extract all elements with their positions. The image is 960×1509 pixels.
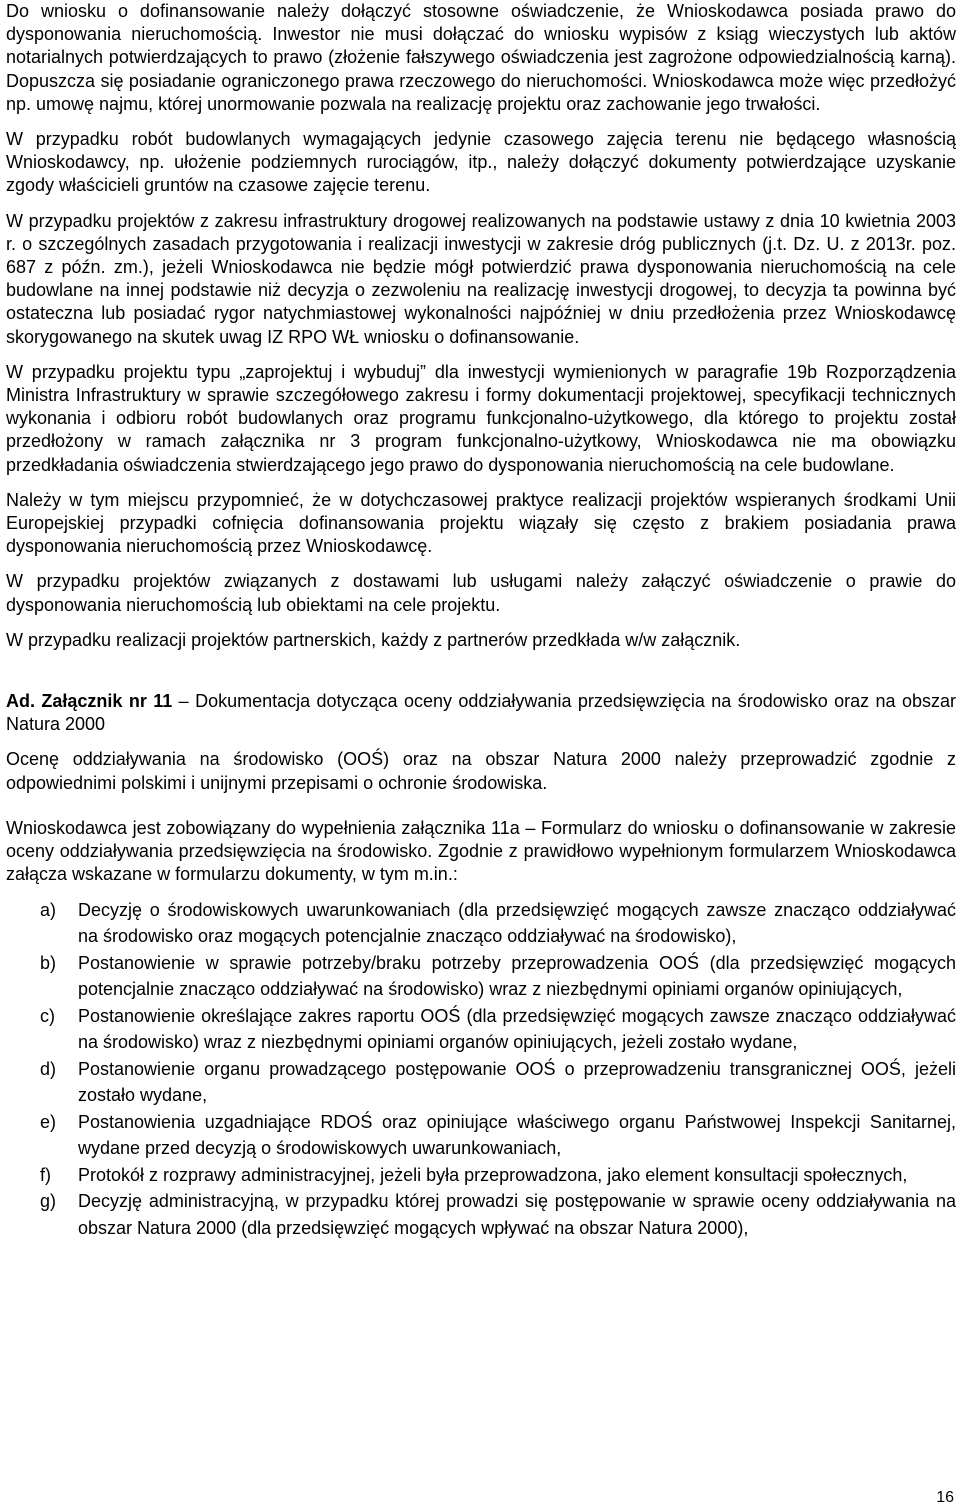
list-item-text: Decyzję o środowiskowych uwarunkowaniach (dla przedsięwzięć mogących zawsze znacząco oddziaływać na środowisko oraz mogących potencjalnie znacząco oddziaływać na środowisko),	[78, 899, 956, 946]
documents-list	[6, 897, 956, 1242]
list-marker: f)	[40, 1164, 51, 1185]
section-title-rest: – Dokumentacja dotycząca oceny oddziaływania przedsięwzięcia na środowisko oraz na obszar Natura 2000	[6, 691, 956, 735]
list-item-text: Postanowienie określające zakres raportu OOŚ (dla przedsięwzięć mogących zawsze znacząco oddziaływać na środowisko) wraz z niezbędnymi opiniami organów opiniujących, jeżeli zostało wydane,	[78, 1005, 956, 1052]
paragraph-road-infrastructure: W przypadku projektów z zakresu infrastruktury drogowej realizowanych na podstawie ustawy z dnia 10 kwietnia 2003 r. o szczególnych zasadach przygotowania i realizacji inwestycji w zakresie dróg publicznych (j.t. Dz. U. z 2013r. poz. 687 z późn. zm.), jeżeli Wnioskodawca nie będzie mógł potwierdzić prawa dysponowania nieruchomością na cele budowlane na innej podstawie niż decyzja o zezwoleniu na realizację inwestycji drogowej, to decyzja ta powinna być ostateczna lub posiadać rygor natychmiastowej wykonalności najpóźniej w dniu przedłożenia przez Wnioskodawcę skorygowanego na skutek uwag IZ RPO WŁ wniosku o dofinansowanie.	[6, 210, 956, 347]
list-item-text: Decyzję administracyjną, w przypadku której prowadzi się postępowanie w sprawie oceny oddziaływania na obszar Natura 2000 (dla przedsięwzięć mogących wpływać na obszar Natura 2000),	[78, 1191, 956, 1238]
list-item	[6, 1162, 956, 1189]
list-item-text: Postanowienie organu prowadzącego postępowanie OOŚ o przeprowadzeniu transgranicznej OOŚ, jeżeli zostało wydane,	[78, 1058, 956, 1105]
list-item	[6, 1188, 956, 1241]
document-page	[6, 0, 956, 1241]
section-prefix: Ad.	[6, 691, 35, 712]
list-marker: d)	[40, 1058, 57, 1079]
paragraph-property-rights: Do wniosku o dofinansowanie należy dołączyć stosowne oświadczenie, że Wnioskodawca posiada prawo do dysponowania nieruchomością. Inwestor nie musi dołączać do wniosku wypisów z ksiąg wieczystych lub aktów notarialnych potwierdzających to prawo (złożenie fałszywego oświadczenia jest zagrożone odpowiedzialnością karną). Dopuszcza się posiadanie ograniczonego prawa rzeczowego do nieruchomości. Wnioskodawca może więc przedłożyć np. umowę najmu, której unormowanie pozwala na realizację projektu oraz zachowanie jego trwałości.	[6, 1, 956, 114]
paragraph-supplies-services: W przypadku projektów związanych z dostawami lub usługami należy załączyć oświadczenie o prawie do dysponowania nieruchomością lub obiektami na cele projektu.	[6, 571, 956, 615]
list-marker: b)	[40, 952, 57, 973]
paragraph-ooś-intro: Ocenę oddziaływania na środowisko (OOŚ) oraz na obszar Natura 2000 należy przeprowadzić zgodnie z odpowiednimi polskimi i unijnymi przepisami o ochronie środowiska.	[6, 749, 956, 793]
list-item-text: Protokół z rozprawy administracyjnej, jeżeli była przeprowadzona, jako element konsultacji społecznych,	[78, 1164, 908, 1185]
list-marker: a)	[40, 899, 57, 920]
list-item-text: Postanowienia uzgadniające RDOŚ oraz opiniujące właściwego organu Państwowej Inspekcji Sanitarnej, wydane przed decyzją o środowiskowych uwarunkowaniach,	[78, 1111, 956, 1158]
list-marker: e)	[40, 1111, 57, 1132]
list-item	[6, 1109, 956, 1162]
list-item	[6, 897, 956, 950]
list-item-text: Postanowienie w sprawie potrzeby/braku potrzeby przeprowadzenia OOŚ (dla przedsięwzięć mogących potencjalnie znacząco oddziaływać na środowisko) wraz z niezbędnymi opiniami organów opiniujących,	[78, 952, 956, 999]
paragraph-partnership-projects: W przypadku realizacji projektów partnerskich, każdy z partnerów przedkłada w/w załącznik.	[6, 629, 741, 650]
section-heading	[6, 690, 956, 736]
list-marker: g)	[40, 1191, 57, 1211]
paragraph-form-11a: Wnioskodawca jest zobowiązany do wypełnienia załącznika 11a – Formularz do wniosku o dofinansowanie w zakresie oceny oddziaływania przedsięwzięcia na środowisko. Zgodnie z prawidłowo wypełnionym formularzem Wnioskodawca załącza wskazane w formularzu dokumenty, w tym m.in.:	[6, 817, 956, 885]
list-marker: c)	[40, 1005, 55, 1026]
page-number: 16	[936, 1489, 954, 1506]
paragraph-design-and-build: W przypadku projektu typu „zaprojektuj i wybuduj” dla inwestycji wymienionych w paragrafie 19b Rozporządzenia Ministra Infrastruktury w sprawie szczegółowego zakresu i formy dokumentacji projektowej, specyfikacji technicznych wykonania i odbioru robót budowlanych oraz programu funkcjonalno-użytkowego, dla którego to projektu został przedłożony w ramach załącznika nr 3 program funkcjonalno-użytkowy, Wnioskodawca nie ma obowiązku przedkładania oświadczenia stwierdzającego jego prawo do dysponowania nieruchomością na cele budowlane.	[6, 361, 956, 475]
paragraph-temporary-land-use: W przypadku robót budowlanych wymagających jedynie czasowego zajęcia terenu nie będącego własnością Wnioskodawcy, np. ułożenie podziemnych rurociągów, itp., należy dołączyć dokumenty potwierdzające uzyskanie zgody właścicieli gruntów na czasowe zajęcie terenu.	[6, 129, 956, 196]
paragraph-eu-practice: Należy w tym miejscu przypomnieć, że w dotychczasowej praktyce realizacji projektów wspieranych środkami Unii Europejskiej przypadki cofnięcia dofinansowania projektu wiązały się często z brakiem posiadania prawa dysponowania nieruchomością przez Wnioskodawcę.	[6, 489, 956, 557]
section-title: Załącznik nr 11	[41, 691, 173, 712]
list-item	[6, 1056, 956, 1109]
list-item	[6, 1003, 956, 1056]
list-item	[6, 950, 956, 1003]
